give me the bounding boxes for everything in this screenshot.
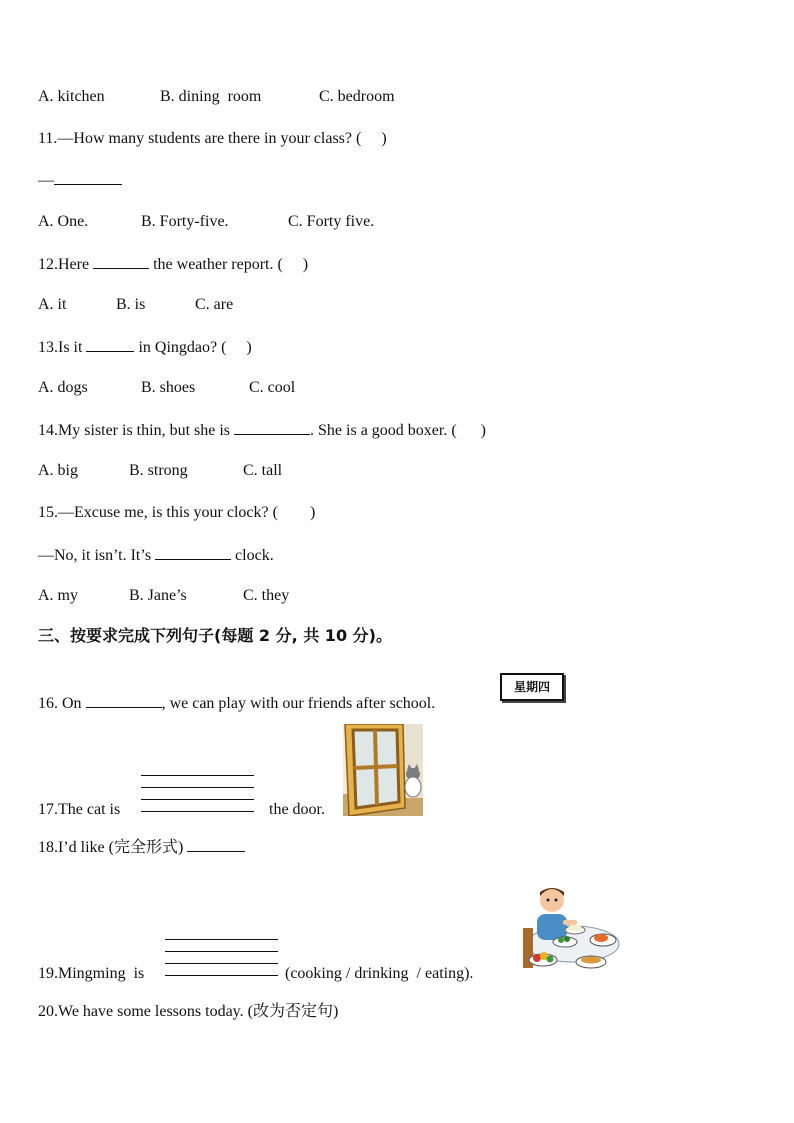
q13-stem-end: in Qingdao? ( ): [134, 339, 252, 356]
q16-stem: [38, 693, 435, 714]
cat-behind-door-picture: [343, 724, 423, 816]
q12-stem-end: the weather report. ( ): [149, 256, 309, 273]
q11-answer-blank[interactable]: [54, 170, 122, 185]
q19-writing-lines[interactable]: [165, 939, 278, 987]
q12-option-b: B. is: [116, 296, 146, 313]
q14-stem-start: 14.My sister is thin, but she is: [38, 422, 235, 439]
q11-stem: 11.—How many students are there in your class? ( ): [38, 130, 387, 147]
q11-option-a: A. One.: [38, 213, 89, 230]
q11-option-b: B. Forty-five.: [141, 213, 229, 230]
q19-stem-start: 19.Mingming is: [38, 965, 145, 982]
q15-reply: [38, 545, 274, 566]
q16-stem-start: 16. On: [38, 695, 86, 712]
boy-eating-picture: [515, 884, 621, 976]
q14-stem: [38, 420, 486, 441]
q16-stem-end: , we can play with our friends after school.: [161, 695, 436, 712]
q15-option-b: B. Jane’s: [129, 587, 187, 604]
q13-stem: [38, 337, 252, 358]
q19-stem-end: (cooking / drinking / eating).: [285, 965, 474, 982]
q13-option-b: B. shoes: [141, 379, 196, 396]
q17-stem-start: 17.The cat is: [38, 801, 121, 818]
q14-option-c: C. tall: [243, 462, 283, 479]
q14-option-a: A. big: [38, 462, 78, 479]
q14-option-b: B. strong: [129, 462, 188, 479]
q15-option-a: A. my: [38, 587, 78, 604]
q12-blank[interactable]: [93, 254, 149, 269]
q12-option-a: A. it: [38, 296, 67, 313]
q13-option-a: A. dogs: [38, 379, 88, 396]
q15-reply-end: clock.: [231, 547, 274, 564]
q17-stem-end: the door.: [269, 801, 325, 818]
thursday-sign: 星期四: [500, 673, 564, 701]
q13-stem-start: 13.Is it: [38, 339, 87, 356]
q11-reply-dash: —: [38, 172, 54, 189]
q13-option-c: C. cool: [249, 379, 296, 396]
q12-stem-start: 12.Here: [38, 256, 94, 273]
q10-option-b: B. dining room: [160, 88, 262, 105]
q14-blank[interactable]: [234, 420, 310, 435]
q17-writing-lines[interactable]: [141, 775, 254, 823]
q15-blank[interactable]: [155, 545, 231, 560]
q16-blank[interactable]: [86, 693, 162, 708]
q10-option-a: A. kitchen: [38, 88, 105, 105]
q15-option-c: C. they: [243, 587, 290, 604]
q11-reply: [38, 170, 122, 191]
q18-stem: [38, 837, 245, 858]
q12-stem: [38, 254, 308, 275]
q12-option-c: C. are: [195, 296, 234, 313]
q15-reply-start: —No, it isn’t. It’s: [38, 547, 156, 564]
q10-option-c: C. bedroom: [319, 88, 395, 105]
q18-blank[interactable]: [187, 837, 245, 852]
q20-stem: 20.We have some lessons today. (改为否定句): [38, 1003, 339, 1020]
q11-option-c: C. Forty five.: [288, 213, 375, 230]
q15-stem: 15.—Excuse me, is this your clock? ( ): [38, 504, 316, 521]
q18-stem-text: 18.I’d like (完全形式): [38, 839, 188, 856]
q13-blank[interactable]: [86, 337, 134, 352]
q14-stem-end: . She is a good boxer. ( ): [310, 422, 486, 439]
section-three-heading: 三、按要求完成下列句子(每题 2 分, 共 10 分)。: [38, 626, 392, 645]
